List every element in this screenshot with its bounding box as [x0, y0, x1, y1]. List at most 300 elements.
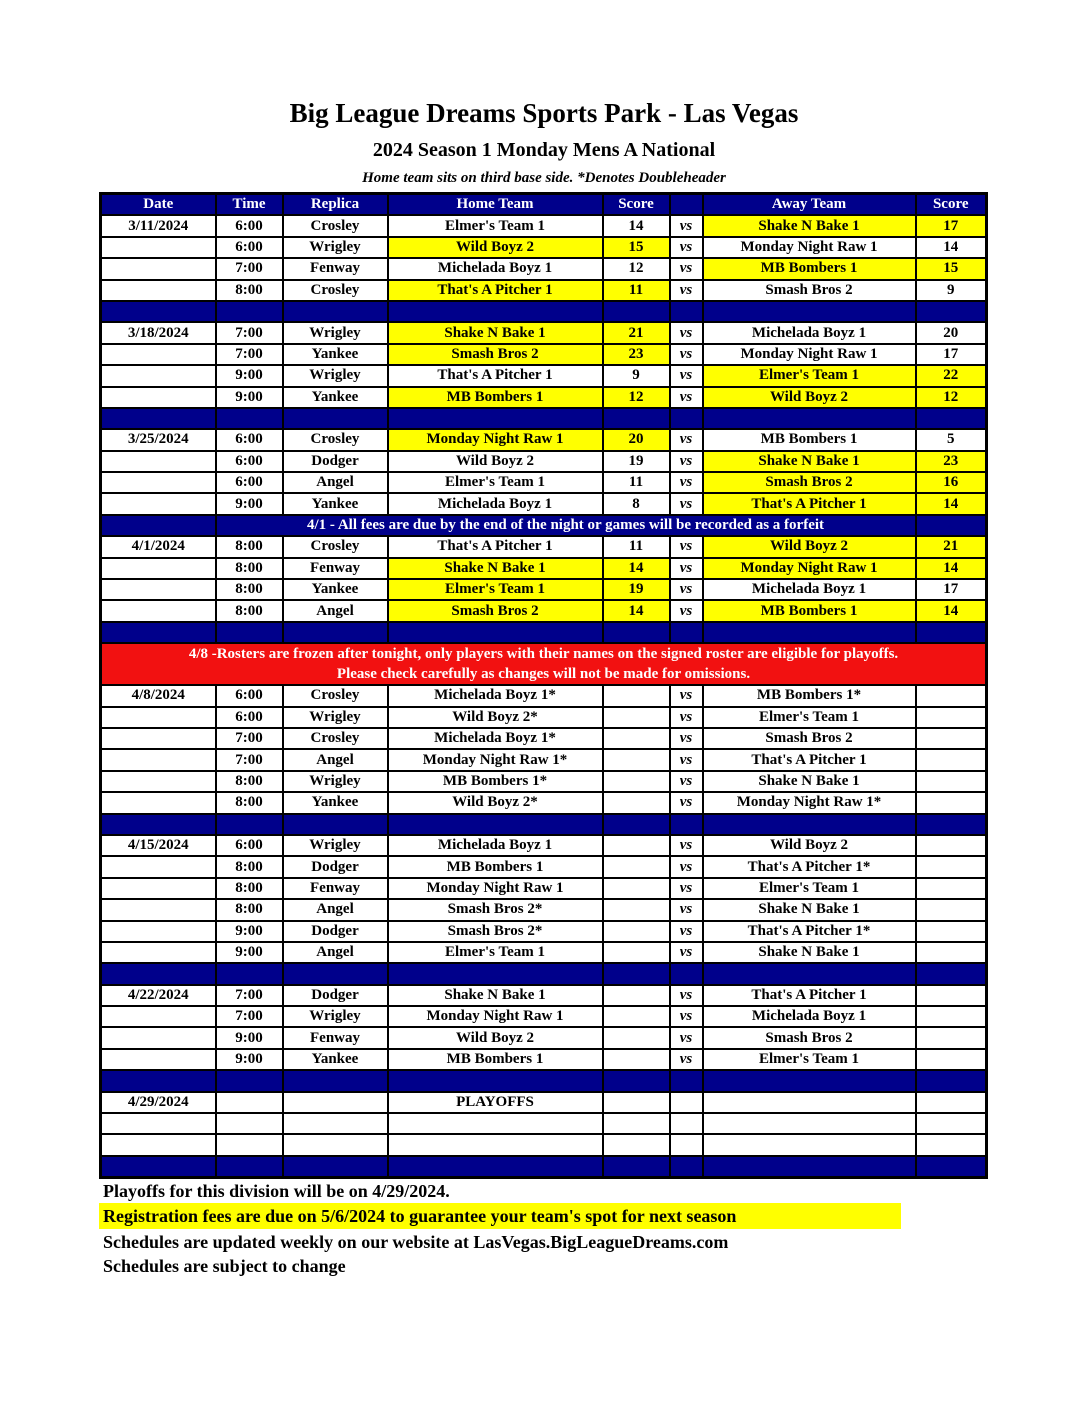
- spacer-cell: [670, 408, 703, 429]
- away-score-cell: [916, 835, 987, 856]
- away-score-cell: [916, 685, 987, 706]
- notice-row: [101, 643, 987, 685]
- spacer-cell: [670, 301, 703, 322]
- home-score-cell: [603, 728, 670, 749]
- time-cell: 7:00: [216, 728, 283, 749]
- game-row: [101, 792, 987, 813]
- home-team-cell: Wild Boyz 2: [388, 451, 603, 472]
- empty-cell: [916, 1134, 987, 1155]
- notice-cell: [101, 643, 987, 685]
- header-cell-score: Score: [603, 194, 670, 216]
- date-cell: [101, 600, 216, 621]
- vs-label: vs: [670, 685, 703, 706]
- date-cell: [101, 344, 216, 365]
- footer-registration-note: Registration fees are due on 5/6/2024 to guarantee your team's spot for next season: [103, 1205, 737, 1226]
- spacer-cell: [670, 622, 703, 643]
- replica-cell: Dodger: [283, 856, 388, 877]
- away-score-cell: [916, 985, 987, 1006]
- away-team-cell: Monday Night Raw 1*: [703, 792, 916, 813]
- replica-cell: Dodger: [283, 451, 388, 472]
- home-score-cell: 8: [603, 493, 670, 514]
- time-cell: [216, 1092, 283, 1113]
- vs-label: vs: [670, 1006, 703, 1027]
- date-cell: [101, 878, 216, 899]
- home-score-cell: 14: [603, 600, 670, 621]
- away-team-cell: Elmer's Team 1: [703, 878, 916, 899]
- game-row: [101, 942, 987, 963]
- away-team-cell: Smash Bros 2: [703, 728, 916, 749]
- away-score-cell: 14: [916, 558, 987, 579]
- vs-label: vs: [670, 258, 703, 279]
- spacer-cell: [703, 408, 916, 429]
- away-score-cell: [916, 749, 987, 770]
- home-team-cell: Wild Boyz 2*: [388, 707, 603, 728]
- away-score-cell: 17: [916, 579, 987, 600]
- away-team-cell: That's A Pitcher 1: [703, 985, 916, 1006]
- game-row: [101, 921, 987, 942]
- spacer-row: [101, 963, 987, 984]
- away-team-cell: Shake N Bake 1: [703, 215, 916, 236]
- game-row: [101, 707, 987, 728]
- away-team-cell: MB Bombers 1: [703, 258, 916, 279]
- game-row: [101, 237, 987, 258]
- home-team-cell: MB Bombers 1*: [388, 771, 603, 792]
- away-score-cell: 14: [916, 237, 987, 258]
- replica-cell: Dodger: [283, 921, 388, 942]
- empty-cell: [670, 1113, 703, 1134]
- time-cell: 8:00: [216, 792, 283, 813]
- replica-cell: Crosley: [283, 685, 388, 706]
- spacer-cell: [670, 1156, 703, 1178]
- game-row: [101, 985, 987, 1006]
- spacer-cell: [101, 622, 216, 643]
- vs-label: vs: [670, 899, 703, 920]
- home-score-cell: [603, 899, 670, 920]
- time-cell: 8:00: [216, 558, 283, 579]
- time-cell: 8:00: [216, 280, 283, 301]
- schedule-table-wrap: [99, 192, 988, 1179]
- home-score-cell: [603, 1027, 670, 1048]
- home-team-cell: Shake N Bake 1: [388, 985, 603, 1006]
- date-cell: 4/1/2024: [101, 536, 216, 557]
- replica-cell: Fenway: [283, 258, 388, 279]
- time-cell: 6:00: [216, 237, 283, 258]
- game-row: [101, 1027, 987, 1048]
- away-score-cell: 12: [916, 387, 987, 408]
- spacer-cell: [916, 1156, 987, 1178]
- home-team-cell: Monday Night Raw 1: [388, 878, 603, 899]
- time-cell: 8:00: [216, 878, 283, 899]
- home-score-cell: [603, 835, 670, 856]
- date-cell: [101, 579, 216, 600]
- empty-cell: [283, 1113, 388, 1134]
- away-team-cell: Monday Night Raw 1: [703, 344, 916, 365]
- away-team-cell: Smash Bros 2: [703, 472, 916, 493]
- replica-cell: Crosley: [283, 536, 388, 557]
- vs-cell: [670, 1092, 703, 1113]
- footer-playoffs-note: Playoffs for this division will be on 4/29/2024.: [103, 1181, 450, 1201]
- banner-text-cell: 4/1 - All fees are due by the end of the night or games will be recorded as a forfeit: [216, 515, 916, 536]
- time-cell: 9:00: [216, 942, 283, 963]
- away-score-cell: [916, 728, 987, 749]
- game-row: [101, 322, 987, 343]
- time-cell: 6:00: [216, 707, 283, 728]
- date-cell: 4/22/2024: [101, 985, 216, 1006]
- spacer-cell: [283, 408, 388, 429]
- spacer-cell: [916, 963, 987, 984]
- playoffs-row: [101, 1092, 987, 1113]
- away-score-cell: 5: [916, 429, 987, 450]
- spacer-cell: [216, 814, 283, 835]
- page-title: Big League Dreams Sports Park - Las Vegas: [289, 98, 799, 128]
- away-team-cell: Elmer's Team 1: [703, 1049, 916, 1070]
- vs-label: vs: [670, 1049, 703, 1070]
- spacer-cell: [603, 1070, 670, 1091]
- home-score-cell: [603, 1092, 670, 1113]
- vs-label: vs: [670, 493, 703, 514]
- away-score-cell: [916, 856, 987, 877]
- game-row: [101, 685, 987, 706]
- away-score-cell: 22: [916, 365, 987, 386]
- away-score-cell: 9: [916, 280, 987, 301]
- spacer-cell: [216, 1070, 283, 1091]
- replica-cell: [283, 1092, 388, 1113]
- replica-cell: Yankee: [283, 1049, 388, 1070]
- spacer-cell: [603, 301, 670, 322]
- date-cell: 3/11/2024: [101, 215, 216, 236]
- date-cell: 3/25/2024: [101, 429, 216, 450]
- away-team-cell: Smash Bros 2: [703, 1027, 916, 1048]
- time-cell: 8:00: [216, 899, 283, 920]
- time-cell: 7:00: [216, 985, 283, 1006]
- header-cell-replica: Replica: [283, 194, 388, 216]
- game-row: [101, 472, 987, 493]
- home-team-cell: That's A Pitcher 1: [388, 280, 603, 301]
- spacer-cell: [916, 622, 987, 643]
- home-score-cell: 11: [603, 536, 670, 557]
- away-score-cell: 15: [916, 258, 987, 279]
- empty-cell: [388, 1113, 603, 1134]
- date-cell: [101, 365, 216, 386]
- game-row: [101, 280, 987, 301]
- time-cell: 9:00: [216, 365, 283, 386]
- time-cell: 8:00: [216, 600, 283, 621]
- header-cell-away-team: Away Team: [703, 194, 916, 216]
- home-team-cell: Smash Bros 2: [388, 600, 603, 621]
- away-team-cell: Shake N Bake 1: [703, 942, 916, 963]
- date-cell: [101, 493, 216, 514]
- replica-cell: Wrigley: [283, 707, 388, 728]
- vs-label: vs: [670, 921, 703, 942]
- away-team-cell: Wild Boyz 2: [703, 536, 916, 557]
- replica-cell: Angel: [283, 600, 388, 621]
- home-team-cell: Smash Bros 2*: [388, 921, 603, 942]
- away-team-cell: That's A Pitcher 1: [703, 749, 916, 770]
- date-cell: 3/18/2024: [101, 322, 216, 343]
- spacer-cell: [101, 408, 216, 429]
- empty-cell: [670, 1134, 703, 1155]
- away-team-cell: That's A Pitcher 1*: [703, 921, 916, 942]
- spacer-cell: [916, 1070, 987, 1091]
- away-score-cell: [916, 878, 987, 899]
- date-cell: 4/8/2024: [101, 685, 216, 706]
- vs-label: vs: [670, 472, 703, 493]
- home-score-cell: 12: [603, 258, 670, 279]
- away-score-cell: 21: [916, 536, 987, 557]
- spacer-cell: [388, 622, 603, 643]
- home-team-cell: Michelada Boyz 1: [388, 258, 603, 279]
- spacer-cell: [283, 1156, 388, 1178]
- page-subtitle: 2024 Season 1 Monday Mens A National: [372, 139, 716, 161]
- time-cell: 9:00: [216, 1027, 283, 1048]
- spacer-cell: [603, 408, 670, 429]
- empty-cell: [216, 1134, 283, 1155]
- empty-cell: [703, 1134, 916, 1155]
- spacer-cell: [388, 963, 603, 984]
- spacer-cell: [603, 963, 670, 984]
- vs-label: vs: [670, 942, 703, 963]
- spacer-row: [101, 1070, 987, 1091]
- away-score-cell: 14: [916, 493, 987, 514]
- vs-label: vs: [670, 387, 703, 408]
- replica-cell: Wrigley: [283, 771, 388, 792]
- away-team-cell: Elmer's Team 1: [703, 365, 916, 386]
- home-score-cell: [603, 685, 670, 706]
- replica-cell: Fenway: [283, 1027, 388, 1048]
- spacer-row: [101, 301, 987, 322]
- away-team-cell: Wild Boyz 2: [703, 387, 916, 408]
- date-cell: [101, 792, 216, 813]
- date-cell: 4/15/2024: [101, 835, 216, 856]
- spacer-cell: [603, 1156, 670, 1178]
- home-score-cell: 15: [603, 237, 670, 258]
- home-team-cell: Smash Bros 2: [388, 344, 603, 365]
- away-team-cell: [703, 1092, 916, 1113]
- home-score-cell: [603, 985, 670, 1006]
- home-team-cell: Wild Boyz 2*: [388, 792, 603, 813]
- game-row: [101, 600, 987, 621]
- spacer-cell: [670, 963, 703, 984]
- date-cell: [101, 749, 216, 770]
- replica-cell: Angel: [283, 749, 388, 770]
- date-cell: [101, 1049, 216, 1070]
- home-score-cell: 9: [603, 365, 670, 386]
- game-row: [101, 451, 987, 472]
- header-cell-home-team: Home Team: [388, 194, 603, 216]
- banner-date-cell: [101, 515, 216, 536]
- away-score-cell: [916, 899, 987, 920]
- game-row: [101, 771, 987, 792]
- away-score-cell: [916, 792, 987, 813]
- game-row: [101, 365, 987, 386]
- away-score-cell: [916, 1092, 987, 1113]
- replica-cell: Crosley: [283, 429, 388, 450]
- home-score-cell: [603, 771, 670, 792]
- home-team-cell: Shake N Bake 1: [388, 558, 603, 579]
- empty-row: [101, 1113, 987, 1134]
- spacer-cell: [283, 963, 388, 984]
- game-row: [101, 429, 987, 450]
- away-team-cell: Shake N Bake 1: [703, 451, 916, 472]
- replica-cell: Wrigley: [283, 835, 388, 856]
- home-score-cell: [603, 749, 670, 770]
- game-row: [101, 387, 987, 408]
- replica-cell: Fenway: [283, 558, 388, 579]
- away-score-cell: 14: [916, 600, 987, 621]
- banner-row: [101, 515, 987, 536]
- schedule-table-body: [101, 215, 987, 1177]
- spacer-cell: [101, 963, 216, 984]
- away-score-cell: 16: [916, 472, 987, 493]
- replica-cell: Yankee: [283, 792, 388, 813]
- time-cell: 9:00: [216, 1049, 283, 1070]
- game-row: [101, 493, 987, 514]
- replica-cell: Angel: [283, 942, 388, 963]
- home-team-cell: Elmer's Team 1: [388, 215, 603, 236]
- replica-cell: Angel: [283, 472, 388, 493]
- spacer-cell: [101, 301, 216, 322]
- time-cell: 8:00: [216, 856, 283, 877]
- home-team-cell: Elmer's Team 1: [388, 472, 603, 493]
- date-cell: [101, 280, 216, 301]
- time-cell: 9:00: [216, 921, 283, 942]
- home-score-cell: [603, 878, 670, 899]
- home-score-cell: 14: [603, 215, 670, 236]
- home-score-cell: 11: [603, 280, 670, 301]
- home-score-cell: 20: [603, 429, 670, 450]
- empty-cell: [101, 1113, 216, 1134]
- date-cell: [101, 258, 216, 279]
- date-cell: [101, 771, 216, 792]
- vs-label: vs: [670, 365, 703, 386]
- spacer-cell: [703, 301, 916, 322]
- home-team-cell: MB Bombers 1: [388, 387, 603, 408]
- away-team-cell: Michelada Boyz 1: [703, 579, 916, 600]
- vs-label: vs: [670, 792, 703, 813]
- empty-cell: [703, 1113, 916, 1134]
- time-cell: 9:00: [216, 493, 283, 514]
- spacer-cell: [216, 301, 283, 322]
- empty-cell: [916, 1113, 987, 1134]
- home-score-cell: 21: [603, 322, 670, 343]
- away-team-cell: MB Bombers 1: [703, 429, 916, 450]
- replica-cell: Yankee: [283, 344, 388, 365]
- spacer-cell: [216, 622, 283, 643]
- away-team-cell: That's A Pitcher 1*: [703, 856, 916, 877]
- away-score-cell: [916, 942, 987, 963]
- replica-cell: Dodger: [283, 985, 388, 1006]
- footer-website-note: Schedules are updated weekly on our website at LasVegas.BigLeagueDreams.com: [103, 1232, 729, 1252]
- game-row: [101, 344, 987, 365]
- home-team-note: Home team sits on third base side. *Denotes Doubleheader: [362, 170, 726, 186]
- vs-label: vs: [670, 878, 703, 899]
- spacer-cell: [216, 408, 283, 429]
- vs-label: vs: [670, 344, 703, 365]
- date-cell: [101, 942, 216, 963]
- vs-label: vs: [670, 322, 703, 343]
- home-score-cell: 14: [603, 558, 670, 579]
- schedule-table-header: [101, 194, 987, 216]
- spacer-row: [101, 814, 987, 835]
- spacer-cell: [388, 301, 603, 322]
- away-team-cell: Smash Bros 2: [703, 280, 916, 301]
- away-score-cell: 20: [916, 322, 987, 343]
- playoffs-cell: PLAYOFFS: [388, 1092, 603, 1113]
- header-cell-vs: [670, 194, 703, 216]
- away-team-cell: Elmer's Team 1: [703, 707, 916, 728]
- spacer-cell: [703, 1070, 916, 1091]
- away-score-cell: [916, 921, 987, 942]
- game-row: [101, 558, 987, 579]
- time-cell: 8:00: [216, 536, 283, 557]
- vs-label: vs: [670, 429, 703, 450]
- game-row: [101, 536, 987, 557]
- replica-cell: Yankee: [283, 387, 388, 408]
- away-score-cell: 23: [916, 451, 987, 472]
- vs-label: vs: [670, 985, 703, 1006]
- empty-cell: [603, 1113, 670, 1134]
- time-cell: 8:00: [216, 579, 283, 600]
- home-score-cell: [603, 1006, 670, 1027]
- replica-cell: Angel: [283, 899, 388, 920]
- home-team-cell: Elmer's Team 1: [388, 942, 603, 963]
- replica-cell: Crosley: [283, 728, 388, 749]
- away-team-cell: MB Bombers 1*: [703, 685, 916, 706]
- replica-cell: Wrigley: [283, 1006, 388, 1027]
- away-team-cell: Michelada Boyz 1: [703, 1006, 916, 1027]
- home-team-cell: Monday Night Raw 1*: [388, 749, 603, 770]
- home-team-cell: MB Bombers 1: [388, 856, 603, 877]
- schedule-table: [99, 192, 988, 1179]
- date-cell: [101, 237, 216, 258]
- home-team-cell: Monday Night Raw 1: [388, 1006, 603, 1027]
- spacer-cell: [388, 814, 603, 835]
- home-team-cell: That's A Pitcher 1: [388, 365, 603, 386]
- game-row: [101, 728, 987, 749]
- empty-cell: [216, 1113, 283, 1134]
- vs-label: vs: [670, 835, 703, 856]
- away-score-cell: 17: [916, 215, 987, 236]
- home-score-cell: [603, 1049, 670, 1070]
- spacer-cell: [916, 301, 987, 322]
- empty-cell: [101, 1134, 216, 1155]
- spacer-cell: [388, 1070, 603, 1091]
- home-team-cell: Elmer's Team 1: [388, 579, 603, 600]
- time-cell: 6:00: [216, 685, 283, 706]
- empty-cell: [388, 1134, 603, 1155]
- vs-label: vs: [670, 215, 703, 236]
- date-cell: [101, 728, 216, 749]
- vs-label: vs: [670, 280, 703, 301]
- vs-label: vs: [670, 771, 703, 792]
- spacer-cell: [388, 408, 603, 429]
- spacer-cell: [216, 963, 283, 984]
- date-cell: [101, 899, 216, 920]
- time-cell: 6:00: [216, 215, 283, 236]
- vs-label: vs: [670, 451, 703, 472]
- notice-line-1: 4/8 -Rosters are frozen after tonight, only players with their names on the signed roster are eligible for playoffs.: [188, 646, 899, 663]
- away-score-cell: [916, 707, 987, 728]
- header-cell-time: Time: [216, 194, 283, 216]
- home-score-cell: [603, 921, 670, 942]
- footer-subject-to-change-note: Schedules are subject to change: [103, 1256, 346, 1276]
- spacer-cell: [283, 301, 388, 322]
- empty-cell: [603, 1134, 670, 1155]
- header-cell-date: Date: [101, 194, 216, 216]
- vs-label: vs: [670, 536, 703, 557]
- game-row: [101, 835, 987, 856]
- spacer-cell: [283, 622, 388, 643]
